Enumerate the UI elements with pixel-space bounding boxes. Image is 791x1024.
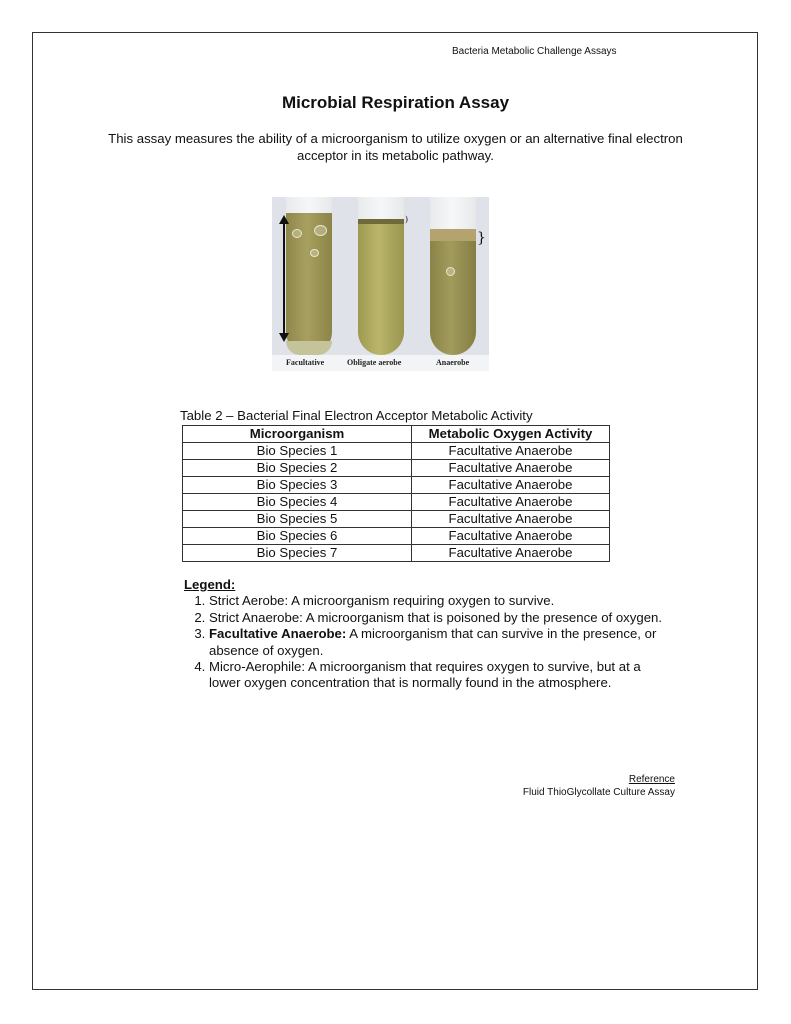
column-header: Microorganism bbox=[183, 426, 412, 443]
legend-list bbox=[184, 593, 664, 691]
legend-definition: A microorganism that requires oxygen to survive, but at a lower oxygen concentration that is normally found in the atmosphere. bbox=[209, 659, 641, 691]
cell-activity: Facultative Anaerobe bbox=[412, 477, 610, 494]
tube-obligate-aerobe bbox=[358, 197, 404, 355]
cell-activity: Facultative Anaerobe bbox=[412, 443, 610, 460]
cell-activity: Facultative Anaerobe bbox=[412, 545, 610, 562]
tube-label: Anaerobe bbox=[436, 358, 470, 367]
legend-definition: A microorganism that can survive in the presence, or absence of oxygen. bbox=[209, 626, 657, 658]
table-row bbox=[183, 545, 610, 562]
cell-microorganism: Bio Species 1 bbox=[183, 443, 412, 460]
reference-block bbox=[523, 773, 675, 799]
cell-microorganism: Bio Species 3 bbox=[183, 477, 412, 494]
arrow-down-icon bbox=[279, 333, 289, 342]
table-row bbox=[183, 528, 610, 545]
running-header: Bacteria Metabolic Challenge Assays bbox=[452, 46, 617, 57]
cell-microorganism: Bio Species 6 bbox=[183, 528, 412, 545]
tube-label: Obligate aerobe bbox=[347, 358, 402, 367]
legend-item bbox=[209, 610, 664, 626]
table-row bbox=[183, 460, 610, 477]
cell-activity: Facultative Anaerobe bbox=[412, 511, 610, 528]
table-row bbox=[183, 511, 610, 528]
legend-definition: A microorganism requiring oxygen to survive. bbox=[288, 593, 555, 609]
cell-activity: Facultative Anaerobe bbox=[412, 528, 610, 545]
intro-paragraph: This assay measures the ability of a microorganism to utilize oxygen or an alternative final electron acceptor in its metabolic pathway. bbox=[108, 131, 683, 163]
test-tube-photo bbox=[272, 197, 489, 371]
table-row bbox=[183, 477, 610, 494]
tube-label: Facultative bbox=[286, 358, 325, 367]
brace-icon: ) bbox=[405, 215, 409, 224]
cell-microorganism: Bio Species 5 bbox=[183, 511, 412, 528]
cell-microorganism: Bio Species 2 bbox=[183, 460, 412, 477]
table-caption: Table 2 – Bacterial Final Electron Acceptor Metabolic Activity bbox=[180, 408, 533, 423]
arrow-up-icon bbox=[279, 215, 289, 224]
legend-title: Legend: bbox=[184, 577, 236, 592]
cell-microorganism: Bio Species 7 bbox=[183, 545, 412, 562]
table-row bbox=[183, 494, 610, 511]
cell-activity: Facultative Anaerobe bbox=[412, 494, 610, 511]
tube-anaerobe bbox=[430, 197, 476, 355]
legend-definition: A microorganism that is poisoned by the presence of oxygen. bbox=[302, 609, 663, 625]
reference-source: Fluid ThioGlycollate Culture Assay bbox=[522, 787, 675, 798]
brace-icon: } bbox=[477, 230, 486, 246]
tube-facultative bbox=[286, 197, 332, 355]
legend-item bbox=[209, 659, 664, 692]
legend-item bbox=[209, 593, 664, 609]
legend-term: Micro-Aerophile: bbox=[209, 659, 306, 675]
cell-microorganism: Bio Species 4 bbox=[183, 494, 412, 511]
table-row bbox=[183, 443, 610, 460]
cell-activity: Facultative Anaerobe bbox=[412, 460, 610, 477]
legend-term: Strict Anaerobe: bbox=[209, 609, 303, 625]
metabolic-activity-table bbox=[182, 425, 610, 562]
table-header-row bbox=[183, 426, 610, 443]
legend-term: Facultative Anaerobe: bbox=[209, 626, 347, 642]
reference-title: Reference bbox=[628, 774, 675, 785]
legend bbox=[184, 577, 664, 692]
legend-term: Strict Aerobe: bbox=[209, 593, 289, 609]
page-title: Microbial Respiration Assay bbox=[281, 93, 510, 112]
double-arrow-icon bbox=[283, 219, 285, 337]
legend-item bbox=[209, 626, 664, 659]
column-header: Metabolic Oxygen Activity bbox=[412, 426, 610, 443]
